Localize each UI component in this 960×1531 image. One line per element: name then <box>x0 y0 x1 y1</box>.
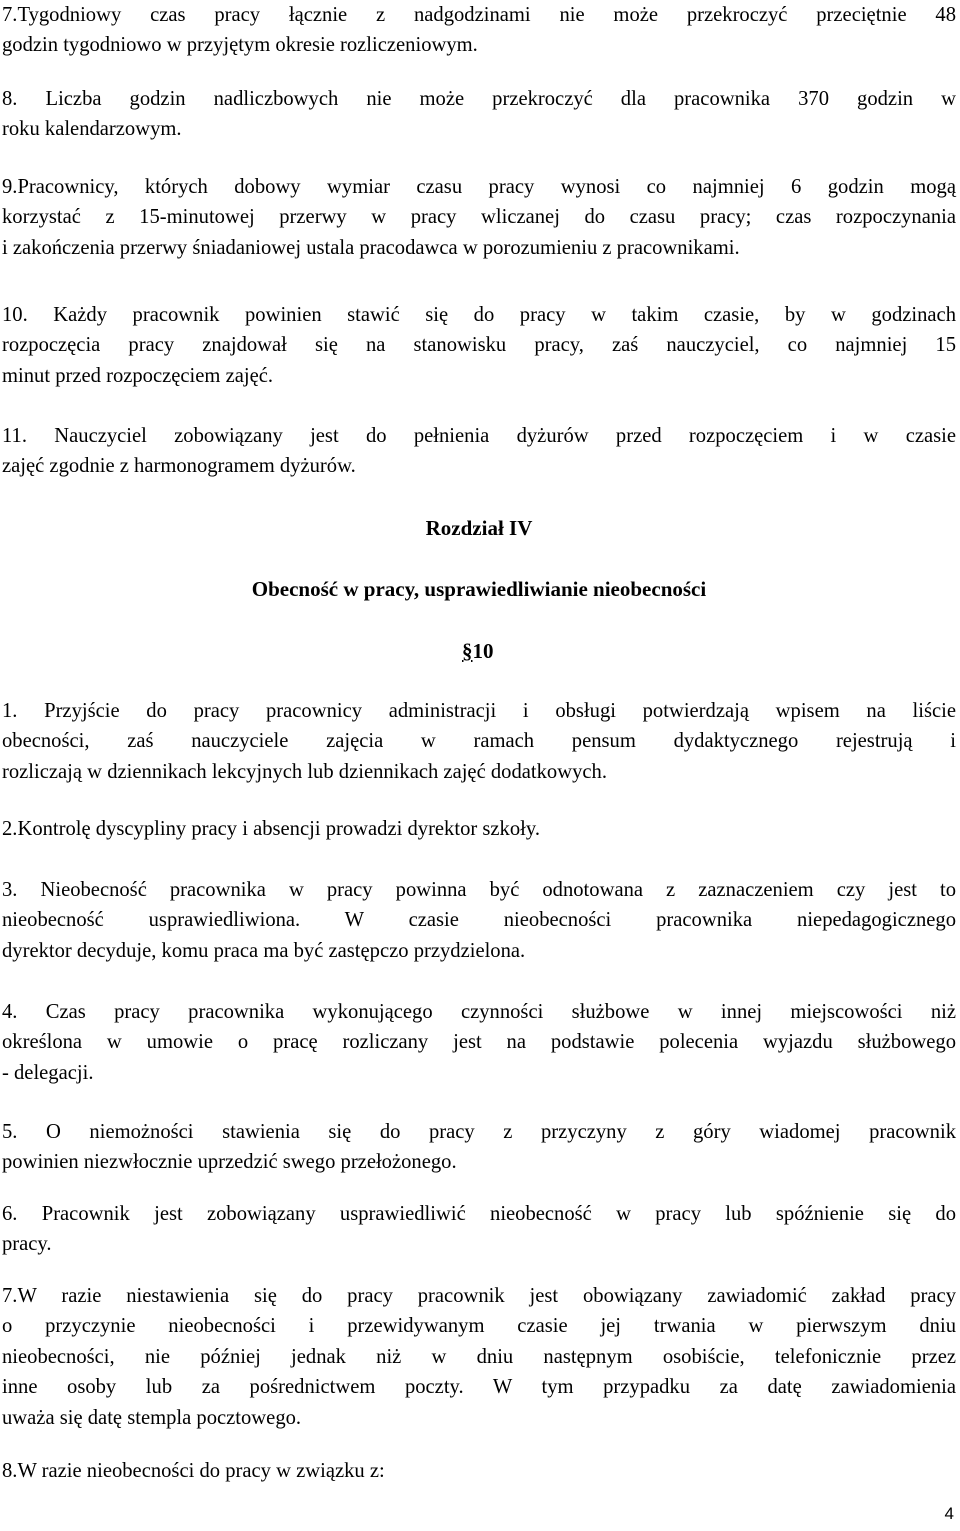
section-item-6 <box>2 1199 956 1260</box>
text-line: nieobecność usprawiedliwiona. W czasie nieobecności pracownika niepedagogicznego <box>2 909 956 932</box>
text-line: roku kalendarzowym. <box>2 118 182 141</box>
text-line: godzin tygodniowo w przyjętym okresie rozliczeniowym. <box>2 34 478 57</box>
section-item-4 <box>2 997 956 1088</box>
text-line: nieobecności, nie później jednak niż w dniu następnym osobiście, telefonicznie przez <box>2 1345 956 1368</box>
text-line: 4. Czas pracy pracownika wykonującego czynności służbowe w innej miejscowości niż <box>2 1001 956 1023</box>
text-line: i zakończenia przerwy śniadaniowej ustala pracodawca w porozumieniu z pracownikami. <box>2 236 740 259</box>
text-line: dyrektor decyduje, komu praca ma być zastępczo przydzielona. <box>2 939 526 962</box>
text-line: 9.Pracownicy, których dobowy wymiar czasu pracy wynosi co najmniej 6 godzin mogą <box>2 176 956 198</box>
section-item-8 <box>2 1456 956 1486</box>
text-line: rozliczają w dziennikach lekcyjnych lub dziennikach zajęć dodatkowych. <box>2 760 607 783</box>
text-line: powinien niezwłocznie uprzedzić swego przełożonego. <box>2 1151 457 1174</box>
chapter-subtitle: Obecność w pracy, usprawiedliwianie nieobecności <box>251 577 707 601</box>
section-item-7 <box>2 1281 956 1433</box>
text-line: 1. Przyjście do pracy pracownicy administracji i obsługi potwierdzają wpisem na liście <box>2 700 956 722</box>
text-line: 11. Nauczyciel zobowiązany jest do pełnienia dyżurów przed rozpoczęciem i w czasie <box>2 425 956 447</box>
chapter-title: Rozdział IV <box>425 516 533 540</box>
text-line: rozpoczęcia pracy znajdował się na stanowisku pracy, zaś nauczyciel, co najmniej 15 <box>2 334 956 357</box>
text-line: 5. O niemożności stawienia się do pracy z przyczyny z góry wiadomej pracownik <box>2 1121 956 1143</box>
text-line: 8.W razie nieobecności do pracy w związku z: <box>2 1460 385 1482</box>
paragraph-item-10 <box>2 300 956 391</box>
text-line: 8. Liczba godzin nadliczbowych nie może przekroczyć dla pracownika 370 godzin w <box>2 88 956 110</box>
text-line: 7.Tygodniowy czas pracy łącznie z nadgodzinami nie może przekroczyć przeciętnie 48 <box>2 4 956 26</box>
paragraph-item-7 <box>2 0 956 61</box>
paragraph-item-8 <box>2 84 956 145</box>
text-line: pracy. <box>2 1233 52 1256</box>
text-line: obecności, zaś nauczyciele zajęcia w ramach pensum dydaktycznego rejestrują i <box>2 730 956 753</box>
text-line: minut przed rozpoczęciem zajęć. <box>2 364 273 387</box>
text-line: 7.W razie niestawienia się do pracy pracownik jest obowiązany zawiadomić zakład pracy <box>2 1285 956 1307</box>
text-line: uważa się datę stempla pocztowego. <box>2 1406 302 1429</box>
section-symbol: § <box>462 639 473 663</box>
paragraph-item-11 <box>2 421 956 482</box>
text-line: - delegacji. <box>2 1061 94 1084</box>
section-number: 10 <box>472 639 494 663</box>
text-line: 6. Pracownik jest zobowiązany usprawiedliwić nieobecność w pracy lub spóźnienie się do <box>2 1203 956 1225</box>
text-line: 10. Każdy pracownik powinien stawić się do pracy w takim czasie, by w godzinach <box>2 304 956 326</box>
text-line: o przyczynie nieobecności i przewidywanym czasie jej trwania w pierwszym dniu <box>2 1315 956 1338</box>
text-line: inne osoby lub za pośrednictwem poczty. W tym przypadku za datę zawiadomienia <box>2 1376 956 1399</box>
section-heading <box>462 636 494 666</box>
text-line: określona w umowie o pracę rozliczany jest na podstawie polecenia wyjazdu służbowego <box>2 1031 956 1054</box>
text-line: 2.Kontrolę dyscypliny pracy i absencji prowadzi dyrektor szkoły. <box>2 818 540 840</box>
text-line: zajęć zgodnie z harmonogramem dyżurów. <box>2 455 356 478</box>
text-line: korzystać z 15-minutowej przerwy w pracy wliczanej do czasu pracy; czas rozpoczynania <box>2 206 956 229</box>
section-item-2 <box>2 814 956 844</box>
section-item-3 <box>2 875 956 966</box>
section-item-1 <box>2 696 956 787</box>
section-item-5 <box>2 1117 956 1178</box>
page-number: 4 <box>944 1504 954 1523</box>
text-line: 3. Nieobecność pracownika w pracy powinna być odnotowana z zaznaczeniem czy jest to <box>2 879 956 901</box>
paragraph-item-9 <box>2 172 956 263</box>
